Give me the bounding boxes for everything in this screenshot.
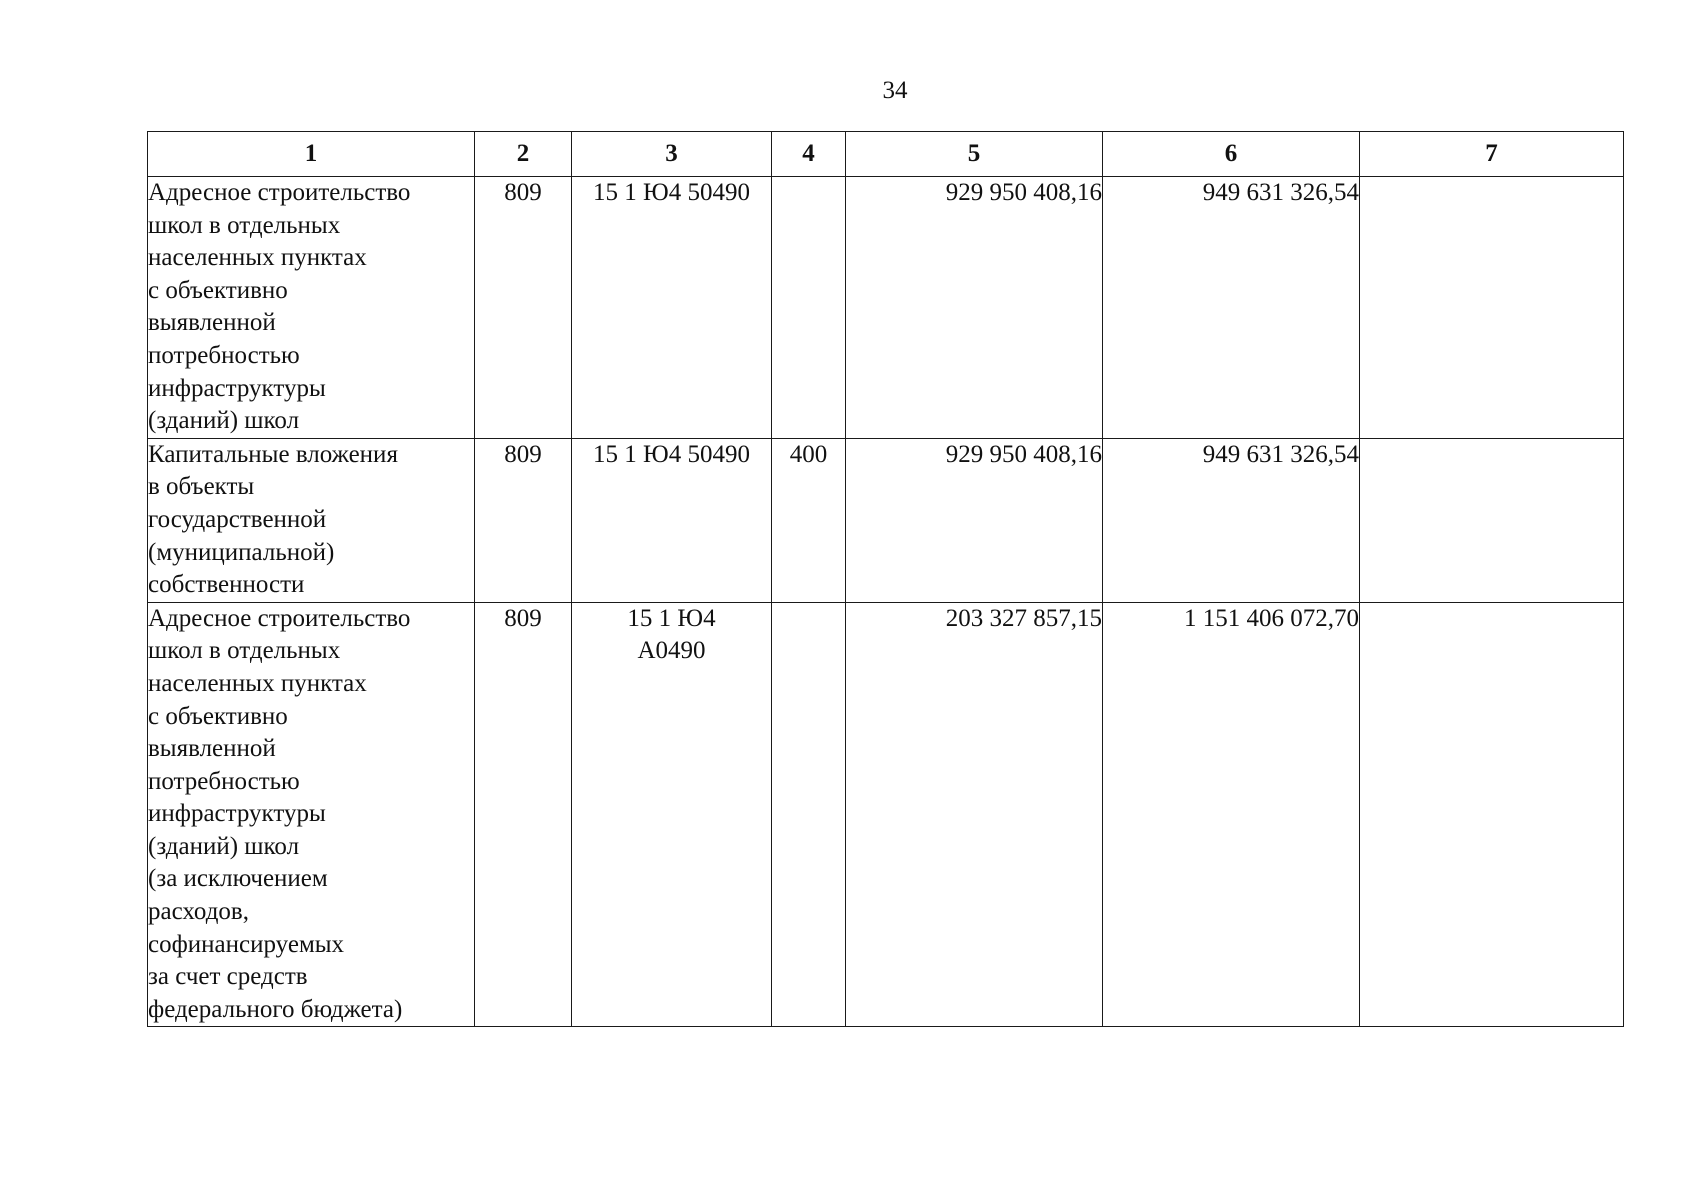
amount-col7-cell — [1360, 602, 1624, 1027]
target-article-cell: 15 1 Ю4 50490 — [572, 438, 772, 602]
amount-col6-cell: 1 151 406 072,70 — [1103, 602, 1360, 1027]
department-code-cell: 809 — [475, 177, 572, 439]
target-article-cell: 15 1 Ю4 50490 — [572, 177, 772, 439]
row-name-cell: Адресное строительство школ в отдельных населенных пунктах с объективно выявленной потребностью инфраструктуры (зданий) школ (за исключением расходов, софинансируемых за счет средств федерального бюджета) — [148, 602, 475, 1027]
amount-col7-cell — [1360, 177, 1624, 439]
column-header: 1 — [148, 132, 475, 177]
table-row — [148, 177, 1624, 439]
row-name-cell: Капитальные вложения в объекты государственной (муниципальной) собственности — [148, 438, 475, 602]
column-header: 3 — [572, 132, 772, 177]
department-code-cell: 809 — [475, 438, 572, 602]
column-header: 2 — [475, 132, 572, 177]
amount-col6-cell: 949 631 326,54 — [1103, 438, 1360, 602]
amount-col6-cell: 949 631 326,54 — [1103, 177, 1360, 439]
expense-type-cell — [772, 177, 846, 439]
amount-col7-cell — [1360, 438, 1624, 602]
table-row — [148, 438, 1624, 602]
column-header: 6 — [1103, 132, 1360, 177]
amount-col5-cell: 203 327 857,15 — [846, 602, 1103, 1027]
column-header: 5 — [846, 132, 1103, 177]
header-row — [148, 132, 1624, 177]
row-name-cell: Адресное строительство школ в отдельных населенных пунктах с объективно выявленной потребностью инфраструктуры (зданий) школ — [148, 177, 475, 439]
amount-col5-cell: 929 950 408,16 — [846, 438, 1103, 602]
expense-type-cell: 400 — [772, 438, 846, 602]
page-number: 34 — [882, 77, 908, 104]
column-header: 4 — [772, 132, 846, 177]
table-row — [148, 602, 1624, 1027]
target-article-cell: 15 1 Ю4 А0490 — [572, 602, 772, 1027]
department-code-cell: 809 — [475, 602, 572, 1027]
amount-col5-cell: 929 950 408,16 — [846, 177, 1103, 439]
expense-type-cell — [772, 602, 846, 1027]
column-header: 7 — [1360, 132, 1624, 177]
budget-table — [147, 131, 1624, 1027]
